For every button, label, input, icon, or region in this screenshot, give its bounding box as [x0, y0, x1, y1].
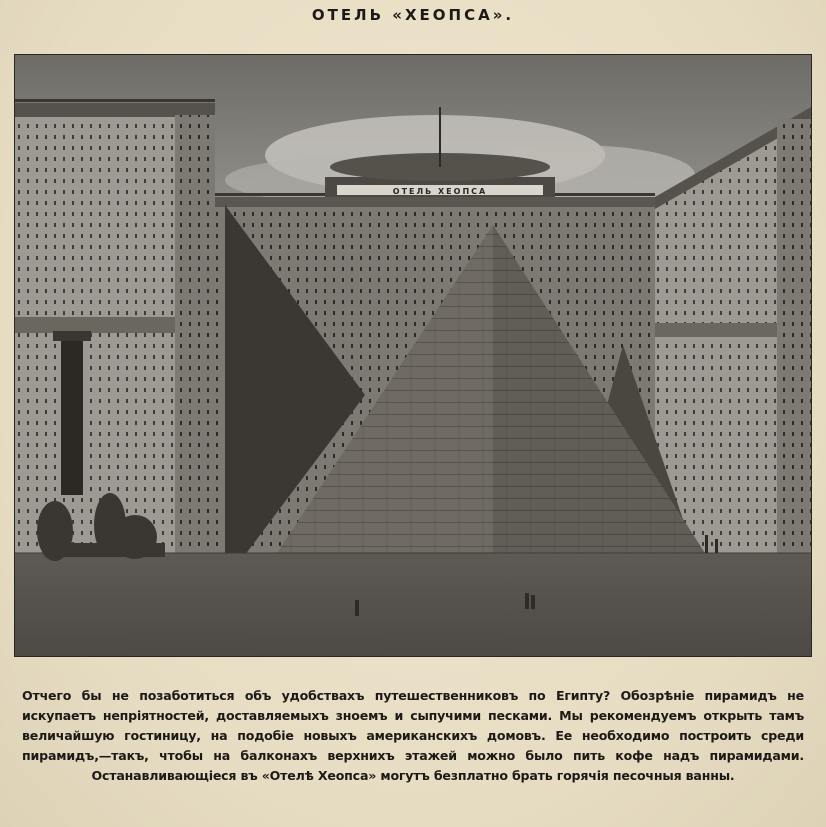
caption-text: Отчего бы не позаботиться объ удобствахъ путешественниковъ по Египту? Обозрѣніе пирамидъ не искупаетъ непріятностей, доставляемыхъ зноемъ и сыпучими песками. Мы рекомендуемъ открыть тамъ величайшую гостиницу, на подобіе новыхъ американскихъ домовъ. Ее необходимо построить среди пирамидъ,—такъ, чтобы на балконахъ верхнихъ этажей можно было пить кофе надъ пирамидами. Останавливающіеся въ «Отелѣ Хеопса» могутъ безплатно брать горячія песочныя ванны.: [22, 688, 804, 783]
hotel-illustration: [14, 54, 812, 657]
desert-ground: [15, 553, 811, 656]
page-title: ОТЕЛЬ «ХЕОПСА».: [311, 6, 515, 24]
hotel-sign: ОТЕЛЬ ХЕОПСА: [392, 187, 488, 196]
gateway: [61, 337, 83, 495]
